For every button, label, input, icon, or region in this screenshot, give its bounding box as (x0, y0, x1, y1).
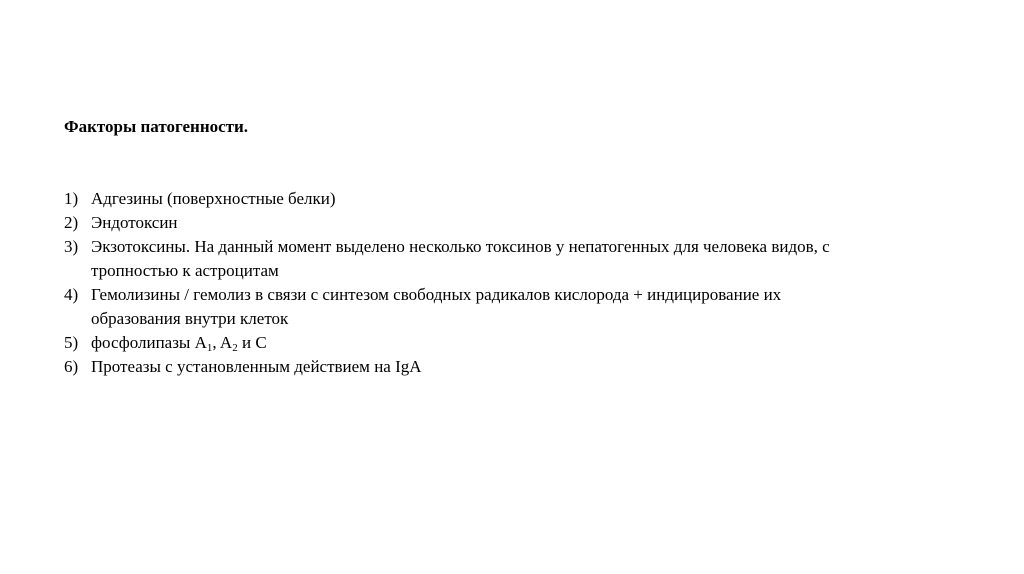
phospholipase-suffix: и C (237, 333, 267, 352)
phospholipase-middle: , A (212, 333, 233, 352)
list-item-number: 5) (64, 333, 79, 352)
list-item (64, 211, 864, 235)
list-item (64, 283, 864, 331)
list-item-text: Протеазы с установленным действием на IgA (91, 357, 422, 376)
list-item-text (91, 331, 864, 355)
list-item-number: 2) (64, 213, 79, 232)
list-item-text: Эндотоксин (91, 213, 178, 232)
list-item-number: 4) (64, 285, 79, 304)
slide-title: Факторы патогенности. (64, 117, 249, 136)
list-item-number: 3) (64, 237, 79, 256)
pathogenicity-factors-list (64, 187, 864, 379)
list-item (64, 187, 864, 211)
list-item-text: Адгезины (поверхностные белки) (91, 189, 336, 208)
list-item-number: 6) (64, 357, 79, 376)
subscript-two: 2 (232, 342, 238, 354)
list-item (64, 355, 864, 379)
list-item-text: Экзотоксины. На данный момент выделено несколько токсинов у непатогенных для человека видов, с тропностью к астроцитам (91, 237, 830, 280)
list-item-text: Гемолизины / гемолиз в связи с синтезом свободных радикалов кислорода + индицирование их образования внутри клеток (91, 285, 782, 328)
list-item (64, 235, 864, 283)
list-item (64, 331, 864, 355)
list-item-number: 1) (64, 189, 79, 208)
phospholipase-prefix: фосфолипазы A (91, 333, 207, 352)
subscript-one: 1 (206, 342, 213, 354)
